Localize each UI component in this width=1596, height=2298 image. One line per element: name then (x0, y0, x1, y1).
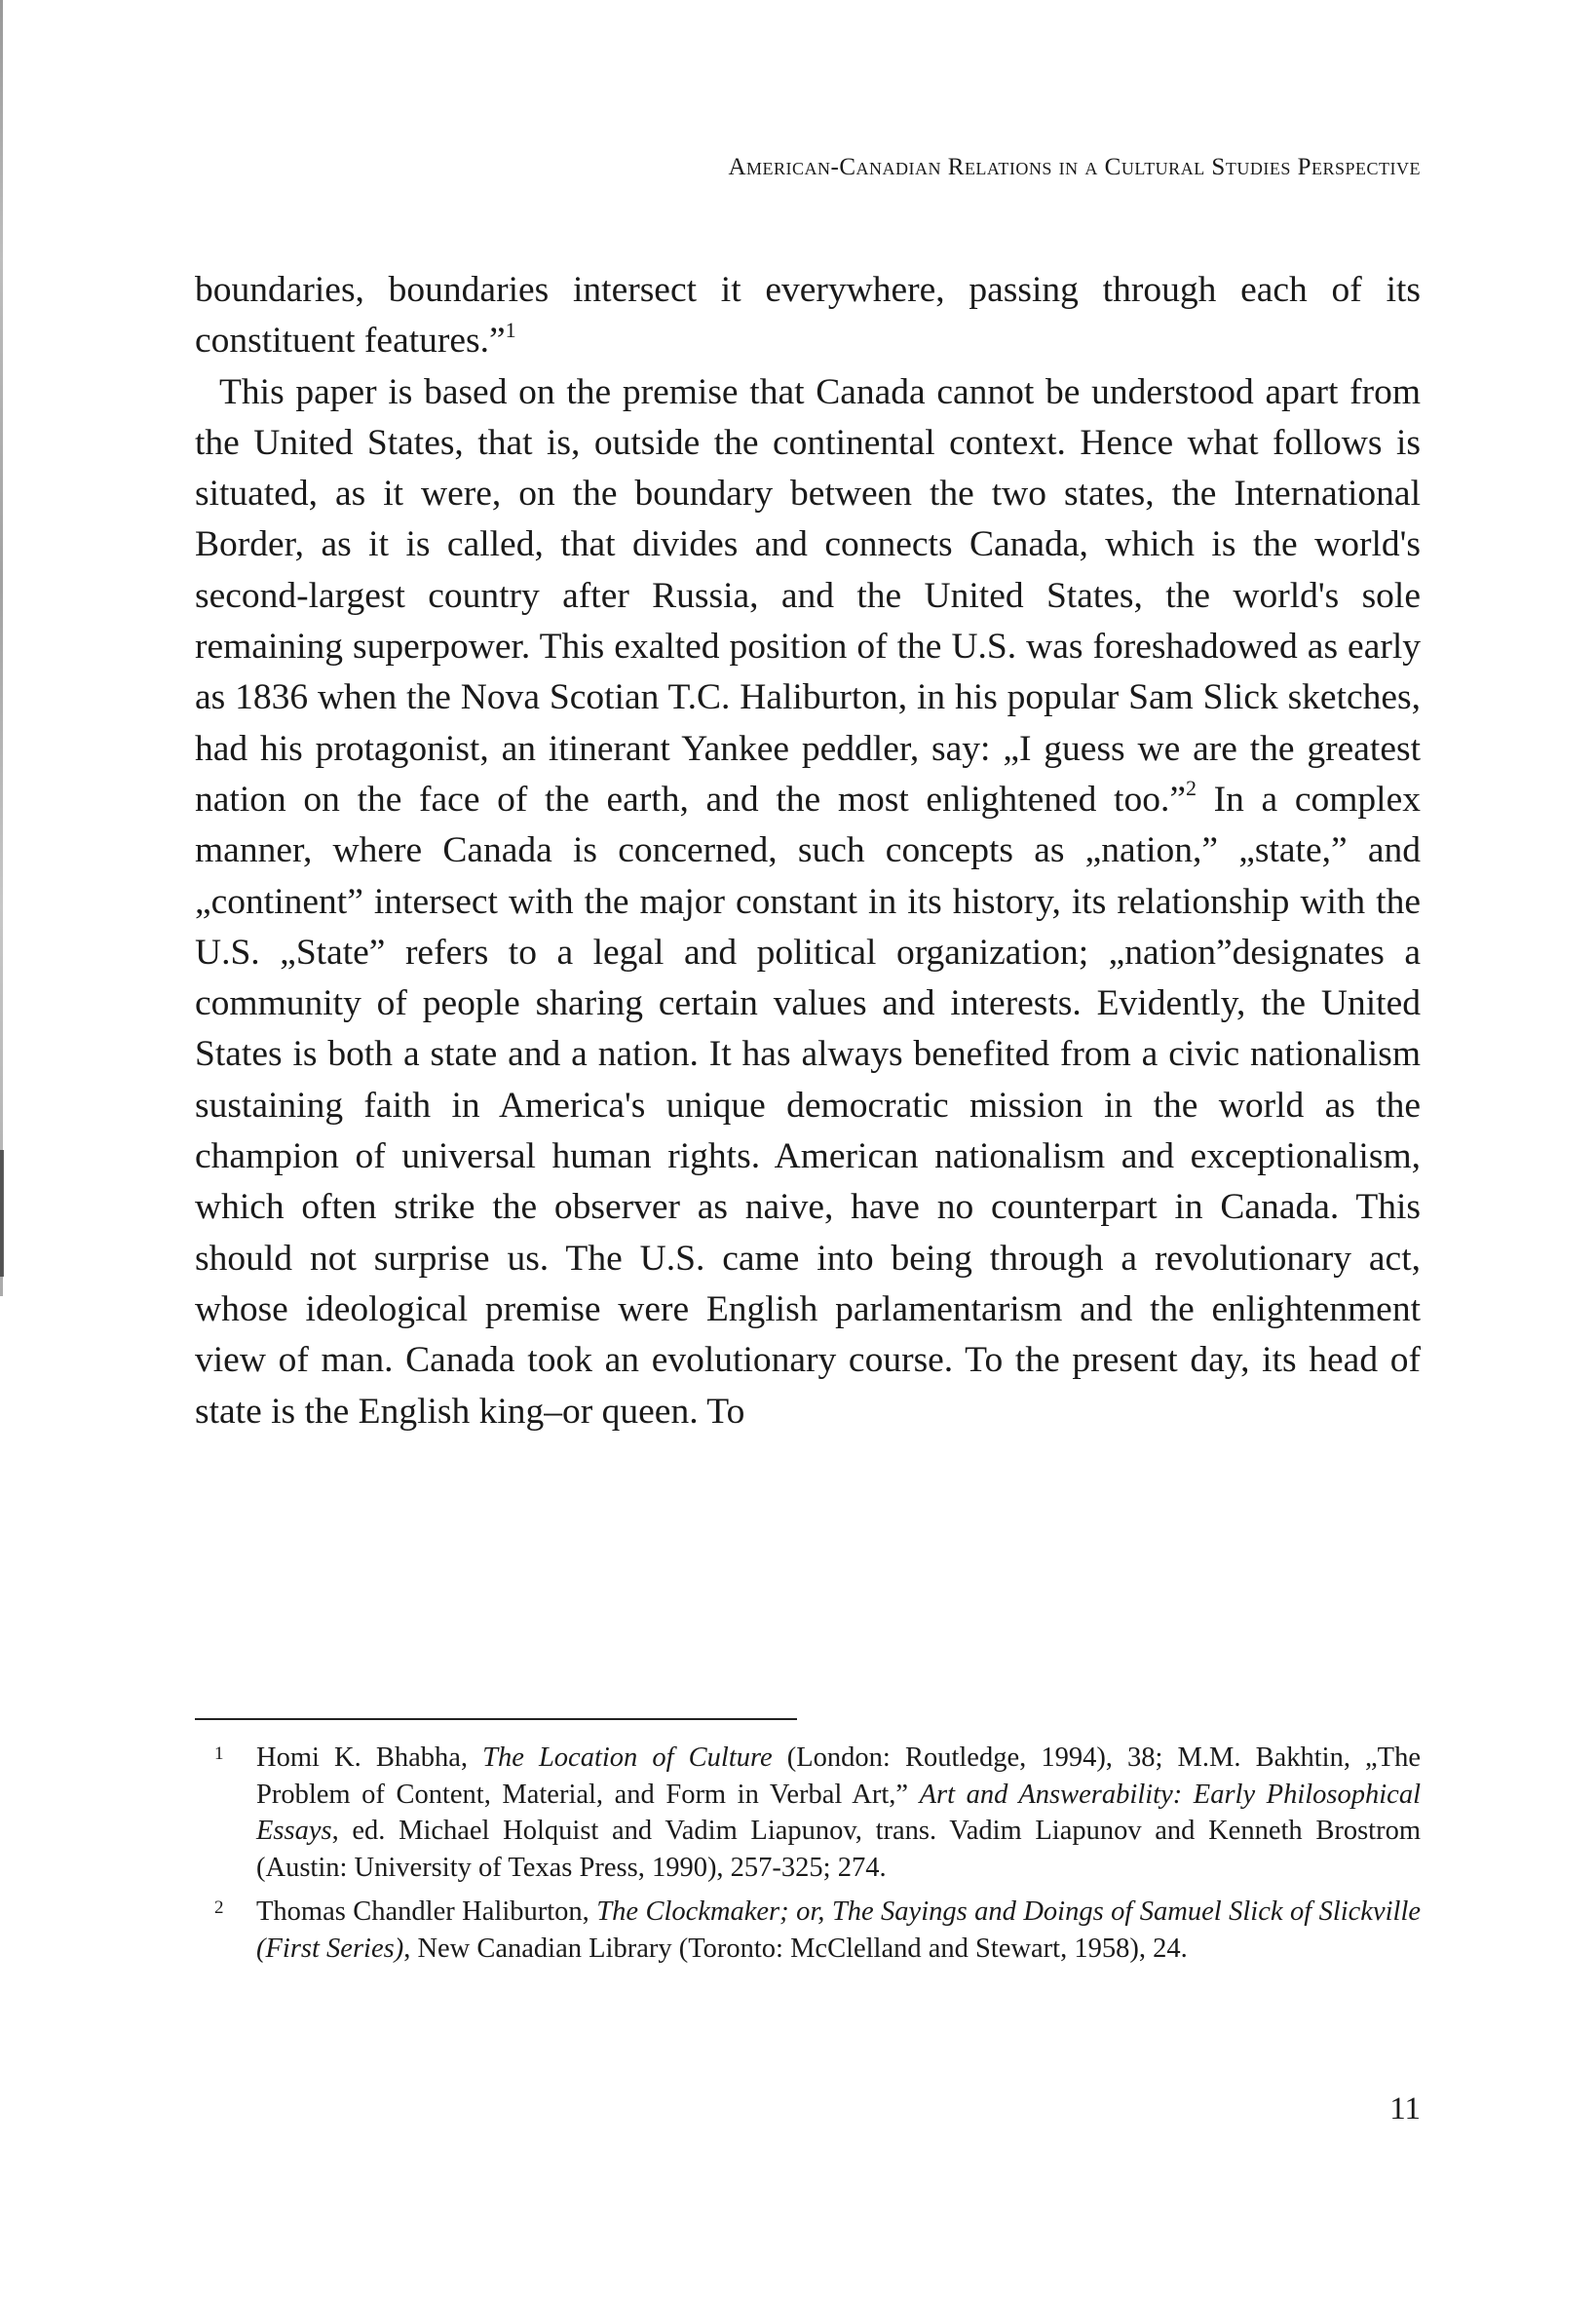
scan-margin-mark (0, 1150, 4, 1277)
paragraph-2 (195, 367, 1421, 1437)
paragraph-2-text-b: In a complex manner, where Canada is concerned, such concepts as „nation,” „state,” and „continent” intersect with the major constant in its history, its relationship with the U.S. „State” refers to a legal and political organization; „nation”designates a community of people sharing certain values and interests. Evidently, the United States is both a state and a nation. It has always benefited from a civic nationalism sustaining faith in America's unique democratic mission in the world as the champion of universal human rights. American nationalism and exceptionalism, which often strike the observer as naive, have no counterpart in Canada. This should not surprise us. The U.S. came into being through a revolutionary act, whose ideological premise were English parlamentarism and the enlightenment view of man. Canada took an evolutionary course. To the present day, its head of state is the English king–or queen. To (195, 779, 1421, 1432)
paragraph-1-text: boundaries, boundaries intersect it everywhere, passing through each of its constituent features.” (195, 270, 1421, 362)
footnote-1-text-before: Homi K. Bhabha, (256, 1743, 483, 1773)
footnote-divider (195, 1718, 797, 1720)
footnote-1-number: 1 (214, 1743, 224, 1764)
footnote-2 (195, 1894, 1421, 1967)
scan-edge-shadow (0, 0, 3, 1296)
footnote-1 (195, 1740, 1421, 1886)
footnotes (195, 1740, 1421, 1974)
footnote-2-title: The Clockmaker; or, The Sayings and Doings of Samuel Slick of Slickville (First Series) (256, 1896, 1422, 1964)
footnote-1-title-2: Art and Answerability: Early Philosophical Essays (256, 1779, 1421, 1846)
footnote-2-text-after: , New Canadian Library (Toronto: McClelland and Stewart, 1958), 24. (403, 1933, 1188, 1964)
running-head: American-Canadian Relations in a Cultural Studies Perspective (728, 154, 1421, 180)
paragraph-1 (195, 265, 1421, 367)
footnote-ref-1[interactable]: 1 (505, 317, 516, 342)
page-number: 11 (1389, 2091, 1421, 2126)
paragraph-2-text-a: This paper is based on the premise that Canada cannot be understood apart from the United States, that is, outside the continental context. Hence what follows is situated, as it were, on the boundary between the two states, the International Border, as it is called, that divides and connects Canada, which is the world's second-largest country after Russia, and the United States, the world's sole remaining superpower. This exalted position of the U.S. was foreshadowed as early as 1836 when the Nova Scotian T.C. Haliburton, in his popular Sam Slick sketches, had his protagonist, an itinerant Yankee peddler, say: „I guess we are the greatest nation on the face of the earth, and the most enlightened too.” (195, 371, 1421, 820)
body-text (195, 265, 1421, 1437)
footnote-1-text-middle: (London: Routledge, 1994), 38; M.M. Bakhtin, „The Problem of Content, Material, and Form in Verbal Art,” (256, 1743, 1421, 1810)
footnote-1-text-after: , ed. Michael Holquist and Vadim Liapunov, trans. Vadim Liapunov and Kenneth Brostrom (Austin: University of Texas Press, 1990), 257-325; 274. (256, 1816, 1421, 1883)
footnote-ref-2[interactable]: 2 (1185, 776, 1197, 801)
footnote-1-title-1: The Location of Culture (482, 1743, 773, 1773)
footnote-2-number: 2 (214, 1897, 224, 1918)
footnote-2-text-before: Thomas Chandler Haliburton, (256, 1896, 597, 1927)
